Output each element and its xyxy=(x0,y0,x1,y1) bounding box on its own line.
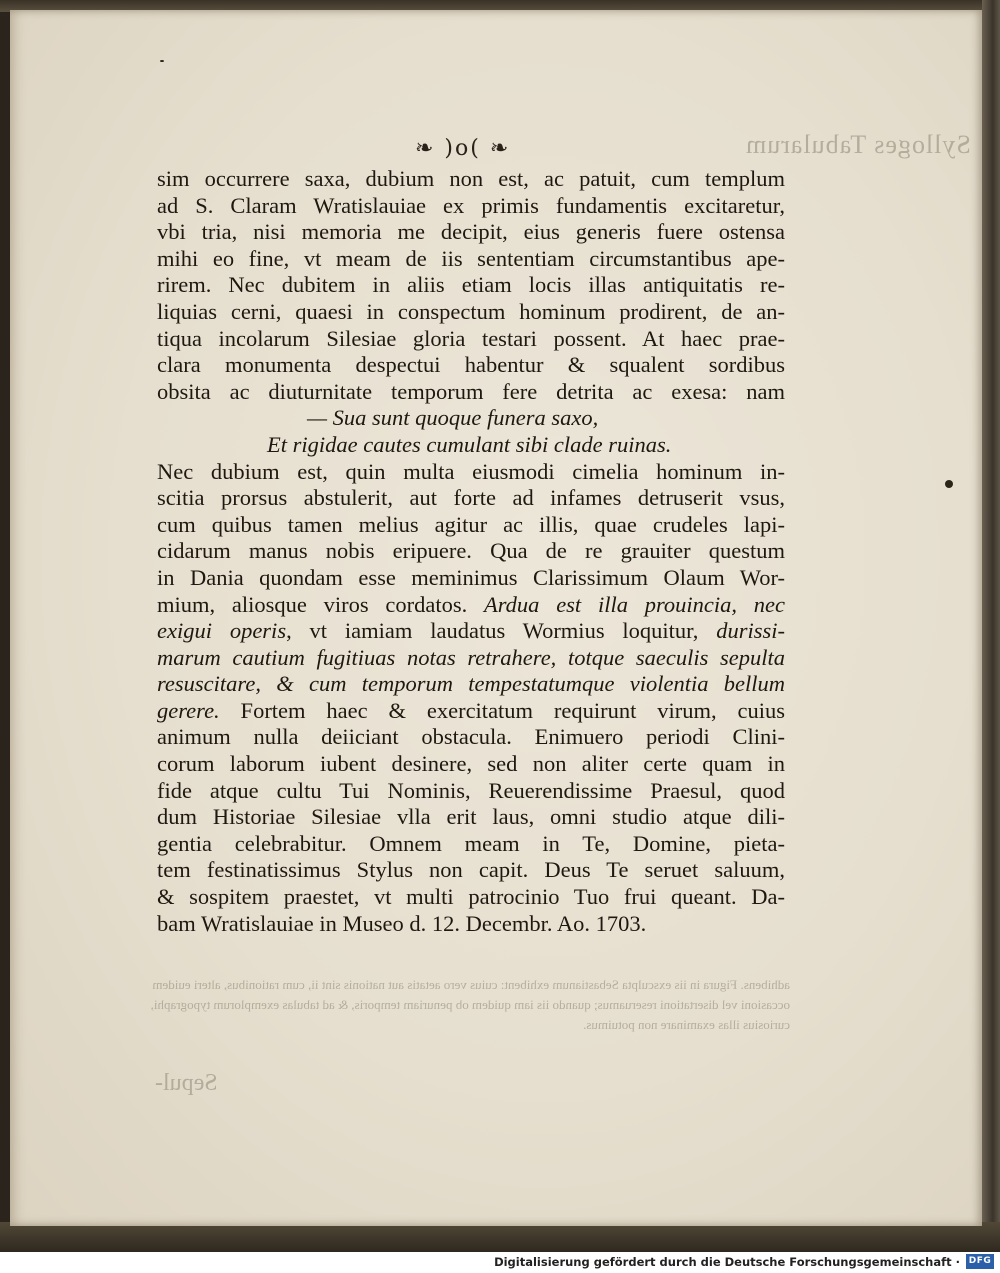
text-line: dum Historiae Silesiae vlla erit laus, omni studio atque dili- xyxy=(157,804,785,830)
page-header-ornament: ❧ )o( ❧ xyxy=(415,136,511,161)
quote-segment: gerere. xyxy=(157,697,220,723)
text-line: Nec dubium est, quin multa eiusmodi cimelia hominum in- xyxy=(157,458,785,484)
dfg-logo-icon: DFG xyxy=(966,1254,994,1269)
text-line: cum quibus tamen melius agitur ac illis, quae crudeles lapi- xyxy=(157,511,785,537)
text-line: bam Wratislauiae in Museo d. 12. Decembr. Ao. 1703. xyxy=(157,910,647,936)
text-line: animum nulla deiiciant obstacula. Enimuero periodi Clini- xyxy=(157,724,785,750)
text-line: cidarum manus nobis eripuere. Qua de re grauiter questum xyxy=(157,538,785,564)
quote-intro: Ardua est illa prouincia, nec xyxy=(484,591,785,617)
cover-edge-bottom xyxy=(0,1222,1000,1252)
text-line: & sospitem praestet, vt multi patrocinio Tuo frui queant. Da- xyxy=(157,884,785,910)
text-line: gentia celebrabitur. Omnem meam in Te, Domine, pieta- xyxy=(157,830,785,856)
digitization-footer xyxy=(0,1252,1000,1273)
funding-credit: Digitalisierung gefördert durch die Deutsche Forschungsgemeinschaft · xyxy=(494,1255,960,1269)
text-line xyxy=(157,592,785,619)
text-line xyxy=(157,618,785,645)
text-line: scitia prorsus abstulerit, aut forte ad infames detruserit vsus, xyxy=(157,485,785,511)
text-line: ad S. Claram Wratislauiae ex primis fundamentis excitaretur, xyxy=(157,192,785,218)
cover-edge-right xyxy=(982,0,1000,1252)
text-line: marum cautium fugitiuas notas retrahere, totque saeculis sepulta xyxy=(157,644,785,670)
text-line: rirem. Nec dubitem in aliis etiam locis illas antiquitatis re- xyxy=(157,272,785,298)
text-line: sim occurrere saxa, dubium non est, ac patuit, cum templum xyxy=(157,166,785,191)
quote-segment: exigui operis xyxy=(157,618,287,644)
ink-spot xyxy=(945,480,953,488)
text-line: tem festinatissimus Stylus non capit. Deus Te seruet saluum, xyxy=(157,857,785,883)
paper-speck xyxy=(160,60,164,62)
text-segment: mium, aliosque viros cordatos. xyxy=(157,591,468,617)
quote-segment: durissi- xyxy=(716,618,785,644)
page-text xyxy=(157,166,785,937)
text-line: in Dania quondam esse meminimus Clarissimum Olaum Wor- xyxy=(157,564,785,590)
text-line: fide atque cultu Tui Nominis, Reuerendissime Praesul, quod xyxy=(157,777,785,803)
text-line: liquias cerni, quaesi in conspectum hominum prodirent, de an- xyxy=(157,298,785,324)
text-line: mihi eo fine, vt meam de iis sententiam circumstantibus ape- xyxy=(157,245,785,271)
text-line: obsita ac diuturnitate temporum fere detrita ac exesa: nam xyxy=(157,378,785,404)
text-segment: Fortem haec & exercitatum requirunt virum, cuius xyxy=(219,697,785,723)
text-line: resuscitare, & cum temporum tempestatumque violentia bellum xyxy=(157,671,785,697)
text-line: corum laborum iubent desinere, sed non aliter certe quam in xyxy=(157,751,785,777)
text-line xyxy=(157,698,785,725)
text-line: clara monumenta despectui habentur & squalent sordibus xyxy=(157,352,785,378)
text-segment: , vt iamiam laudatus Wormius loquitur, xyxy=(286,618,717,644)
verse-line: — Sua sunt quoque funera saxo, xyxy=(307,405,599,431)
bleed-through-footnote: adhibens. Figura in iis exsculpta Sebastianum exhibent: cuius vero aetatis aut nationis sint ii, cum rationibus, alteri euidem occasioni vel disertationi reseruamus; quando iis iam quidem ob penuriam temporis, & ad tabulas exemplorum typographi, curiosius illas examinare non potuimus. xyxy=(150,977,790,1032)
text-line: vbi tria, nisi memoria me decipit, eius generis fuere ostensa xyxy=(157,219,785,245)
bleed-through-catchword: Sepul- xyxy=(155,1070,218,1096)
text-line: tiqua incolarum Silesiae gloria testari possent. At haec prae- xyxy=(157,325,785,351)
bleed-through-heading: Sylloges Tabularum xyxy=(745,130,971,159)
verse-line: Et rigidae cautes cumulant sibi clade ruinas. xyxy=(267,431,672,457)
